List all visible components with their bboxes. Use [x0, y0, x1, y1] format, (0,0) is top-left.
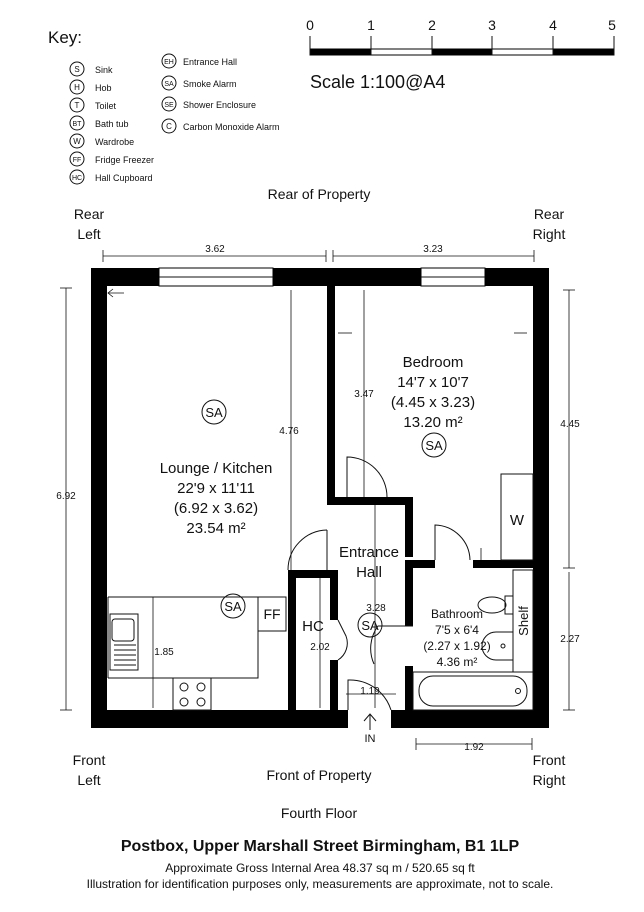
key-symbol: W — [73, 137, 81, 146]
room-name: Bathroom — [430, 607, 484, 621]
fridge-freezer — [258, 597, 286, 631]
key-item-bath-tub — [70, 116, 129, 130]
key-label: Shower Enclosure — [183, 100, 257, 110]
rear-left-label: Rear — [73, 206, 105, 222]
front-left-label: Front — [72, 752, 106, 768]
front-right-label: Right — [532, 772, 566, 788]
room-area: 23.54 m² — [186, 520, 246, 537]
scale-tick: 3 — [488, 17, 496, 33]
smoke-alarm-kitchen — [221, 594, 245, 618]
floor-label: Fourth Floor — [280, 805, 358, 821]
dim-hc-height: 2.02 — [310, 642, 330, 653]
room-name: Entrance — [338, 544, 400, 561]
scale-tick: 4 — [549, 17, 557, 33]
room-metric: (6.92 x 3.62) — [173, 500, 259, 517]
address-title: Postbox, Upper Marshall Street Birmingham, B1 1LP — [120, 838, 520, 855]
room-name: Lounge / Kitchen — [159, 460, 273, 477]
wardrobe — [501, 474, 533, 560]
key-item-entrance-hall — [162, 54, 237, 68]
sink-icon — [110, 614, 138, 670]
key-symbol: SA — [164, 81, 174, 88]
room-metric: (4.45 x 3.23) — [390, 394, 476, 411]
dim-left-height: 6.92 — [56, 491, 76, 502]
smoke-alarm-hall — [358, 613, 382, 637]
svg-text:SA: SA — [361, 618, 379, 633]
key-item-sink — [70, 62, 113, 76]
gross-area: Approximate Gross Internal Area 48.37 sq m / 520.65 sq ft — [165, 861, 475, 875]
scale-tick: 0 — [306, 17, 314, 33]
key-item-toilet — [70, 98, 117, 112]
rear-of-property-label: Rear of Property — [267, 186, 371, 202]
key-label: Hob — [95, 83, 112, 93]
dim-right-lower: 2.27 — [560, 634, 580, 645]
disclaimer: Illustration for identification purposes only, measurements are approximate, not to scale. — [86, 877, 554, 891]
dim-lounge-height: 4.76 — [279, 426, 299, 437]
entrance-hall-room — [339, 544, 399, 581]
smoke-alarm-lounge — [202, 400, 226, 424]
front-of-property-label: Front of Property — [266, 767, 372, 783]
lounge-kitchen-room — [160, 460, 273, 537]
entrance-arrow-icon — [364, 714, 376, 730]
svg-text:SA: SA — [224, 599, 242, 614]
key-symbol: C — [166, 122, 172, 131]
key-label: Toilet — [95, 101, 117, 111]
key-label: Carbon Monoxide Alarm — [183, 122, 280, 132]
entrance-label: IN — [364, 733, 376, 745]
key-item-shower-enclosure — [162, 97, 256, 111]
key-label: Hall Cupboard — [95, 173, 153, 183]
key-item-smoke-alarm — [162, 76, 237, 90]
key-label: Wardrobe — [95, 137, 135, 147]
rear-left-label: Left — [77, 226, 101, 242]
shelf — [513, 570, 533, 672]
hob-icon — [173, 678, 211, 710]
room-metric: (2.27 x 1.92) — [423, 639, 491, 653]
room-area: 4.36 m² — [436, 655, 478, 669]
hall-cupboard-label: HC — [302, 618, 324, 635]
key-symbol: SE — [164, 102, 174, 109]
shelf-label: Shelf — [516, 606, 531, 636]
key-label: Fridge Freezer — [95, 155, 155, 165]
key-item-fridge-freezer — [70, 152, 154, 166]
bedroom-room — [391, 354, 475, 431]
dim-kitchen-depth: 1.85 — [154, 647, 174, 658]
dim-bathroom-width: 1.92 — [464, 742, 484, 753]
front-left-label: Left — [77, 772, 101, 788]
key-title: Key: — [48, 28, 83, 47]
key-symbol: H — [74, 83, 80, 92]
front-right-label: Front — [532, 752, 566, 768]
key-item-hob — [70, 80, 112, 94]
dimension-lines — [60, 250, 575, 750]
key-symbol: BT — [72, 121, 82, 128]
svg-text:SA: SA — [425, 438, 443, 453]
smoke-alarm-bedroom — [422, 433, 446, 457]
key-symbol: EH — [164, 59, 174, 66]
room-area: 13.20 m² — [403, 414, 463, 431]
room-name: Hall — [356, 564, 382, 581]
key-label: Bath tub — [95, 119, 129, 129]
fridge-freezer-label: FF — [263, 606, 281, 622]
key-label: Entrance Hall — [183, 57, 238, 67]
wardrobe-label: W — [509, 512, 525, 529]
rear-right-label: Right — [532, 226, 566, 242]
scale-tick: 2 — [428, 17, 436, 33]
dim-hall-height: 3.28 — [366, 603, 386, 614]
scale-bar — [306, 17, 616, 55]
dim-door-width: 1.19 — [360, 686, 380, 697]
room-imperial: 14'7 x 10'7 — [397, 374, 469, 391]
scale-tick: 5 — [608, 17, 616, 33]
room-imperial: 22'9 x 11'11 — [177, 480, 255, 497]
scale-tick: 1 — [367, 17, 375, 33]
dim-right-upper: 4.45 — [560, 419, 580, 430]
key-symbol: HC — [71, 175, 83, 182]
toilet-icon — [478, 596, 513, 614]
room-name: Bedroom — [402, 354, 464, 371]
key-symbol: S — [74, 65, 80, 74]
key-symbol: T — [74, 101, 80, 110]
key-label: Smoke Alarm — [183, 79, 237, 89]
key-label: Sink — [95, 65, 113, 75]
bathroom-room — [423, 607, 490, 669]
dim-bedroom-inner: 3.47 — [354, 389, 374, 400]
scale-label: Scale 1:100@A4 — [310, 72, 446, 92]
room-imperial: 7'5 x 6'4 — [435, 623, 479, 637]
svg-text:SA: SA — [205, 405, 223, 420]
key-item-wardrobe — [70, 134, 134, 148]
dim-top-left: 3.62 — [205, 244, 225, 255]
key-symbol: FF — [72, 157, 82, 164]
rear-right-label: Rear — [533, 206, 565, 222]
bath-tub-icon — [413, 672, 533, 710]
dim-top-right: 3.23 — [423, 244, 443, 255]
key-item-carbon-monoxide-alarm — [162, 119, 280, 133]
key-item-hall-cupboard — [70, 170, 153, 184]
